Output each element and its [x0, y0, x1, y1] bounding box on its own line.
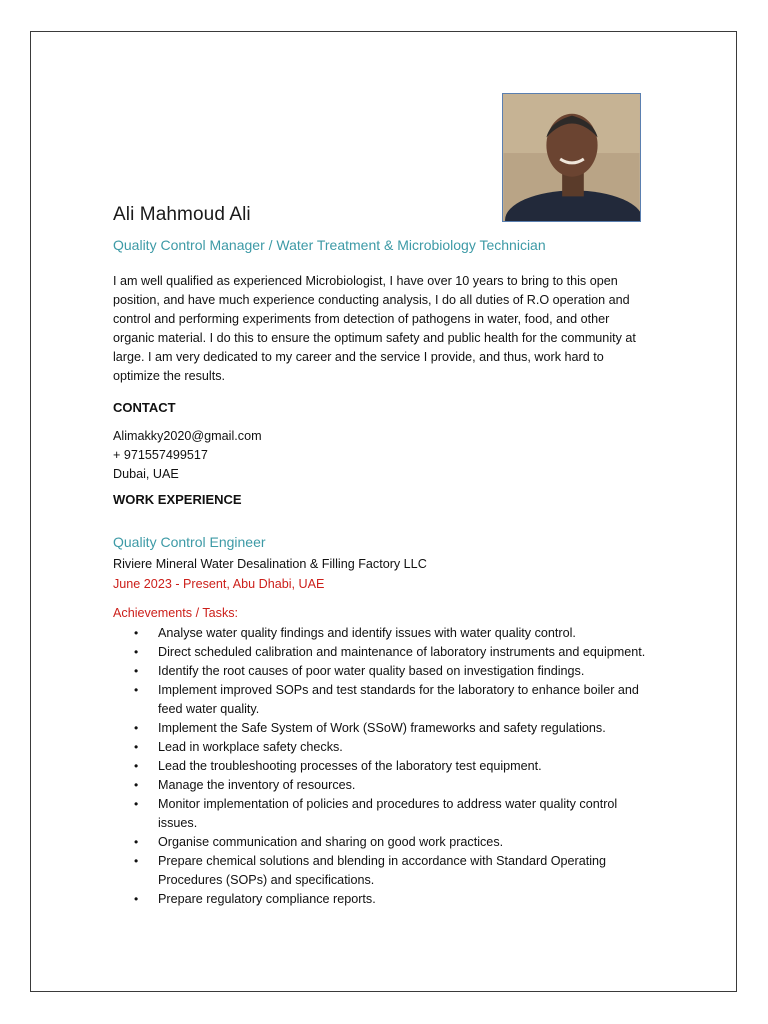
work-experience-heading: WORK EXPERIENCE — [113, 492, 242, 507]
task-text: Analyse water quality findings and identify issues with water quality control. — [158, 626, 576, 640]
bullet-icon: • — [134, 759, 139, 773]
task-text: Monitor implementation of policies and procedures to address water quality control issues. — [158, 797, 618, 830]
bullet-icon: • — [134, 892, 139, 906]
bullet-icon: • — [134, 645, 139, 659]
task-text: Implement improved SOPs and test standards for the laboratory to enhance boiler and feed water quality. — [158, 683, 639, 716]
bullet-icon: • — [134, 721, 139, 735]
profile-photo — [502, 93, 641, 222]
task-text: Manage the inventory of resources. — [158, 778, 356, 792]
task-text: Organise communication and sharing on good work practices. — [158, 835, 504, 849]
candidate-headline: Quality Control Manager / Water Treatment & Microbiology Technician — [113, 237, 546, 253]
job-dates: June 2023 - Present, Abu Dhabi, UAE — [113, 577, 325, 591]
contact-location: Dubai, UAE — [113, 467, 179, 481]
task-text: Prepare regulatory compliance reports. — [158, 892, 376, 906]
list-item — [113, 681, 653, 719]
task-text: Implement the Safe System of Work (SSoW) frameworks and safety regulations. — [158, 721, 606, 735]
task-text: Prepare chemical solutions and blending in accordance with Standard Operating Procedures (SOPs) and specifications. — [158, 854, 607, 887]
contact-phone: + 971557499517 — [113, 448, 208, 462]
company-name: Riviere Mineral Water Desalination & Filling Factory LLC — [113, 557, 427, 571]
list-item — [113, 719, 653, 738]
list-item — [113, 776, 653, 795]
task-list — [113, 624, 653, 909]
contact-email[interactable]: Alimakky2020@gmail.com — [113, 429, 262, 443]
bullet-icon: • — [134, 664, 139, 678]
list-item — [113, 757, 653, 776]
list-item — [113, 852, 653, 890]
bullet-icon: • — [134, 778, 139, 792]
contact-details — [113, 427, 262, 484]
list-item — [113, 890, 653, 909]
task-text: Identify the root causes of poor water quality based on investigation findings. — [158, 664, 585, 678]
achievements-label: Achievements / Tasks: — [113, 606, 239, 620]
task-text: Lead in workplace safety checks. — [158, 740, 343, 754]
list-item — [113, 643, 653, 662]
task-text: Lead the troubleshooting processes of the laboratory test equipment. — [158, 759, 542, 773]
profile-summary: I am well qualified as experienced Microbiologist, I have over 10 years to bring to this open position, and have much experience conducting analysis, I do all duties of R.O operation and control and performing experiments from detection of pathogens in water, food, and other organic material. I do this to ensure the optimum safety and public health for the community at large. I am very dedicated to my career and the service I provide, and thus, work hard to optimize the results. — [113, 274, 636, 383]
bullet-icon: • — [134, 854, 139, 868]
bullet-icon: • — [134, 626, 139, 640]
bullet-icon: • — [134, 740, 139, 754]
list-item — [113, 795, 653, 833]
list-item — [113, 738, 653, 757]
task-text: Direct scheduled calibration and maintenance of laboratory instruments and equipment. — [158, 645, 646, 659]
bullet-icon: • — [134, 683, 139, 697]
bullet-icon: • — [134, 835, 139, 849]
candidate-name: Ali Mahmoud Ali — [113, 204, 251, 225]
contact-heading: CONTACT — [113, 400, 176, 415]
bullet-icon: • — [134, 797, 139, 811]
list-item — [113, 662, 653, 681]
list-item — [113, 833, 653, 852]
list-item — [113, 624, 653, 643]
job-title: Quality Control Engineer — [113, 534, 266, 550]
